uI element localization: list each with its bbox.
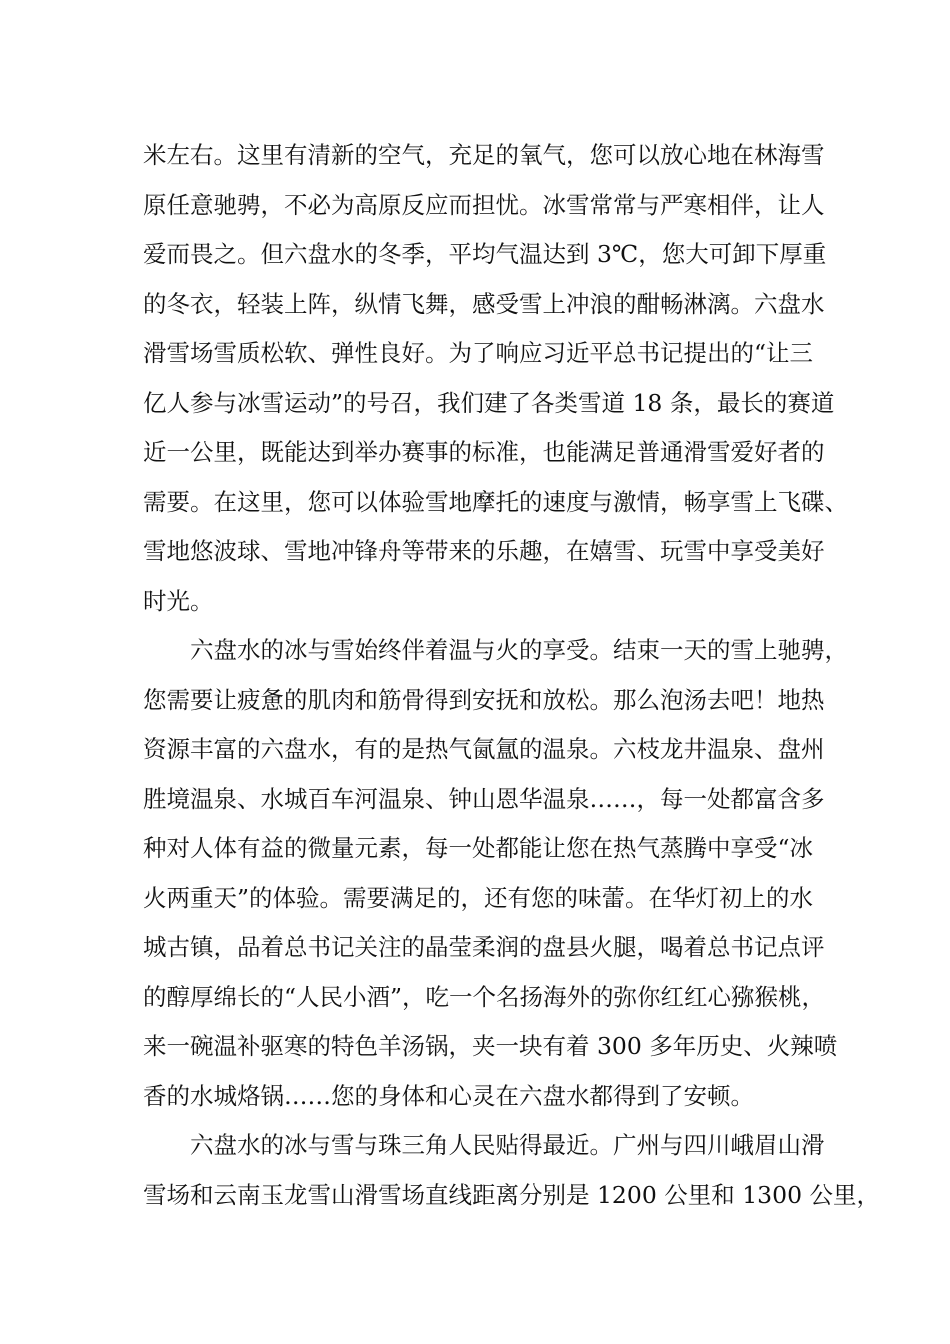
paragraph-3 [143, 1121, 880, 1220]
text-line: 雪场和云南玉龙雪山滑雪场直线距离分别是 1200 公里和 1300 公里， [143, 1180, 880, 1209]
text-line: 时光。 [143, 586, 214, 615]
text-line-indented: 六盘水的冰与雪始终伴着温与火的享受。结束一天的雪上驰骋， [190, 636, 848, 664]
text-line: 香的水城烙锅……您的身体和心灵在六盘水都得到了安顿。 [143, 1081, 754, 1110]
text-line: 来一碗温补驱寒的特色羊汤锅，夹一块有着 300 多年历史、火辣喷 [143, 1032, 838, 1060]
text-line: 的冬衣，轻装上阵，纵情飞舞，感受雪上冲浪的酣畅淋漓。六盘水 [143, 289, 825, 318]
text-line: 滑雪场雪质松软、弹性良好。为了响应习近平总书记提出的“让三 [143, 339, 814, 367]
paragraph-1 [143, 131, 848, 626]
text-line: 胜境温泉、水城百车河温泉、钟山恩华温泉……，每一处都富含多 [143, 784, 825, 813]
text-line: 近一公里，既能达到举办赛事的标准，也能满足普通滑雪爱好者的 [143, 438, 825, 466]
text-line: 雪地悠波球、雪地冲锋舟等带来的乐趣，在嬉雪、玩雪中享受美好 [143, 537, 825, 565]
text-line: 城古镇，品着总书记关注的晶莹柔润的盘县火腿，喝着总书记点评 [143, 933, 825, 961]
paragraph-2 [143, 626, 848, 1121]
text-line: 您需要让疲惫的肌肉和筋骨得到安抚和放松。那么泡汤去吧！地热 [143, 685, 825, 714]
text-line: 原任意驰骋，不必为高原反应而担忧。冰雪常常与严寒相伴，让人 [143, 190, 825, 219]
text-line: 米左右。这里有清新的空气，充足的氧气，您可以放心地在林海雪 [143, 141, 825, 169]
text-line: 火两重天”的体验。需要满足的，还有您的味蕾。在华灯初上的水 [143, 883, 814, 912]
text-line: 爱而畏之。但六盘水的冬季，平均气温达到 3℃，您大可卸下厚重 [143, 240, 827, 268]
text-line: 种对人体有益的微量元素，每一处都能让您在热气蒸腾中享受“冰 [143, 834, 814, 862]
text-line: 亿人参与冰雪运动”的号召，我们建了各类雪道 18 条，最长的赛道 [143, 388, 835, 417]
text-line: 需要。在这里，您可以体验雪地摩托的速度与激情，畅享雪上飞碟、 [143, 487, 848, 516]
text-line-indented: 六盘水的冰与雪与珠三角人民贴得最近。广州与四川峨眉山滑 [190, 1131, 825, 1159]
body-text [143, 131, 880, 1220]
text-line: 的醇厚绵长的“人民小酒”，吃一个名扬海外的弥你红红心猕猴桃， [143, 982, 826, 1011]
text-line: 资源丰富的六盘水，有的是热气氤氲的温泉。六枝龙井温泉、盘州 [143, 735, 825, 763]
